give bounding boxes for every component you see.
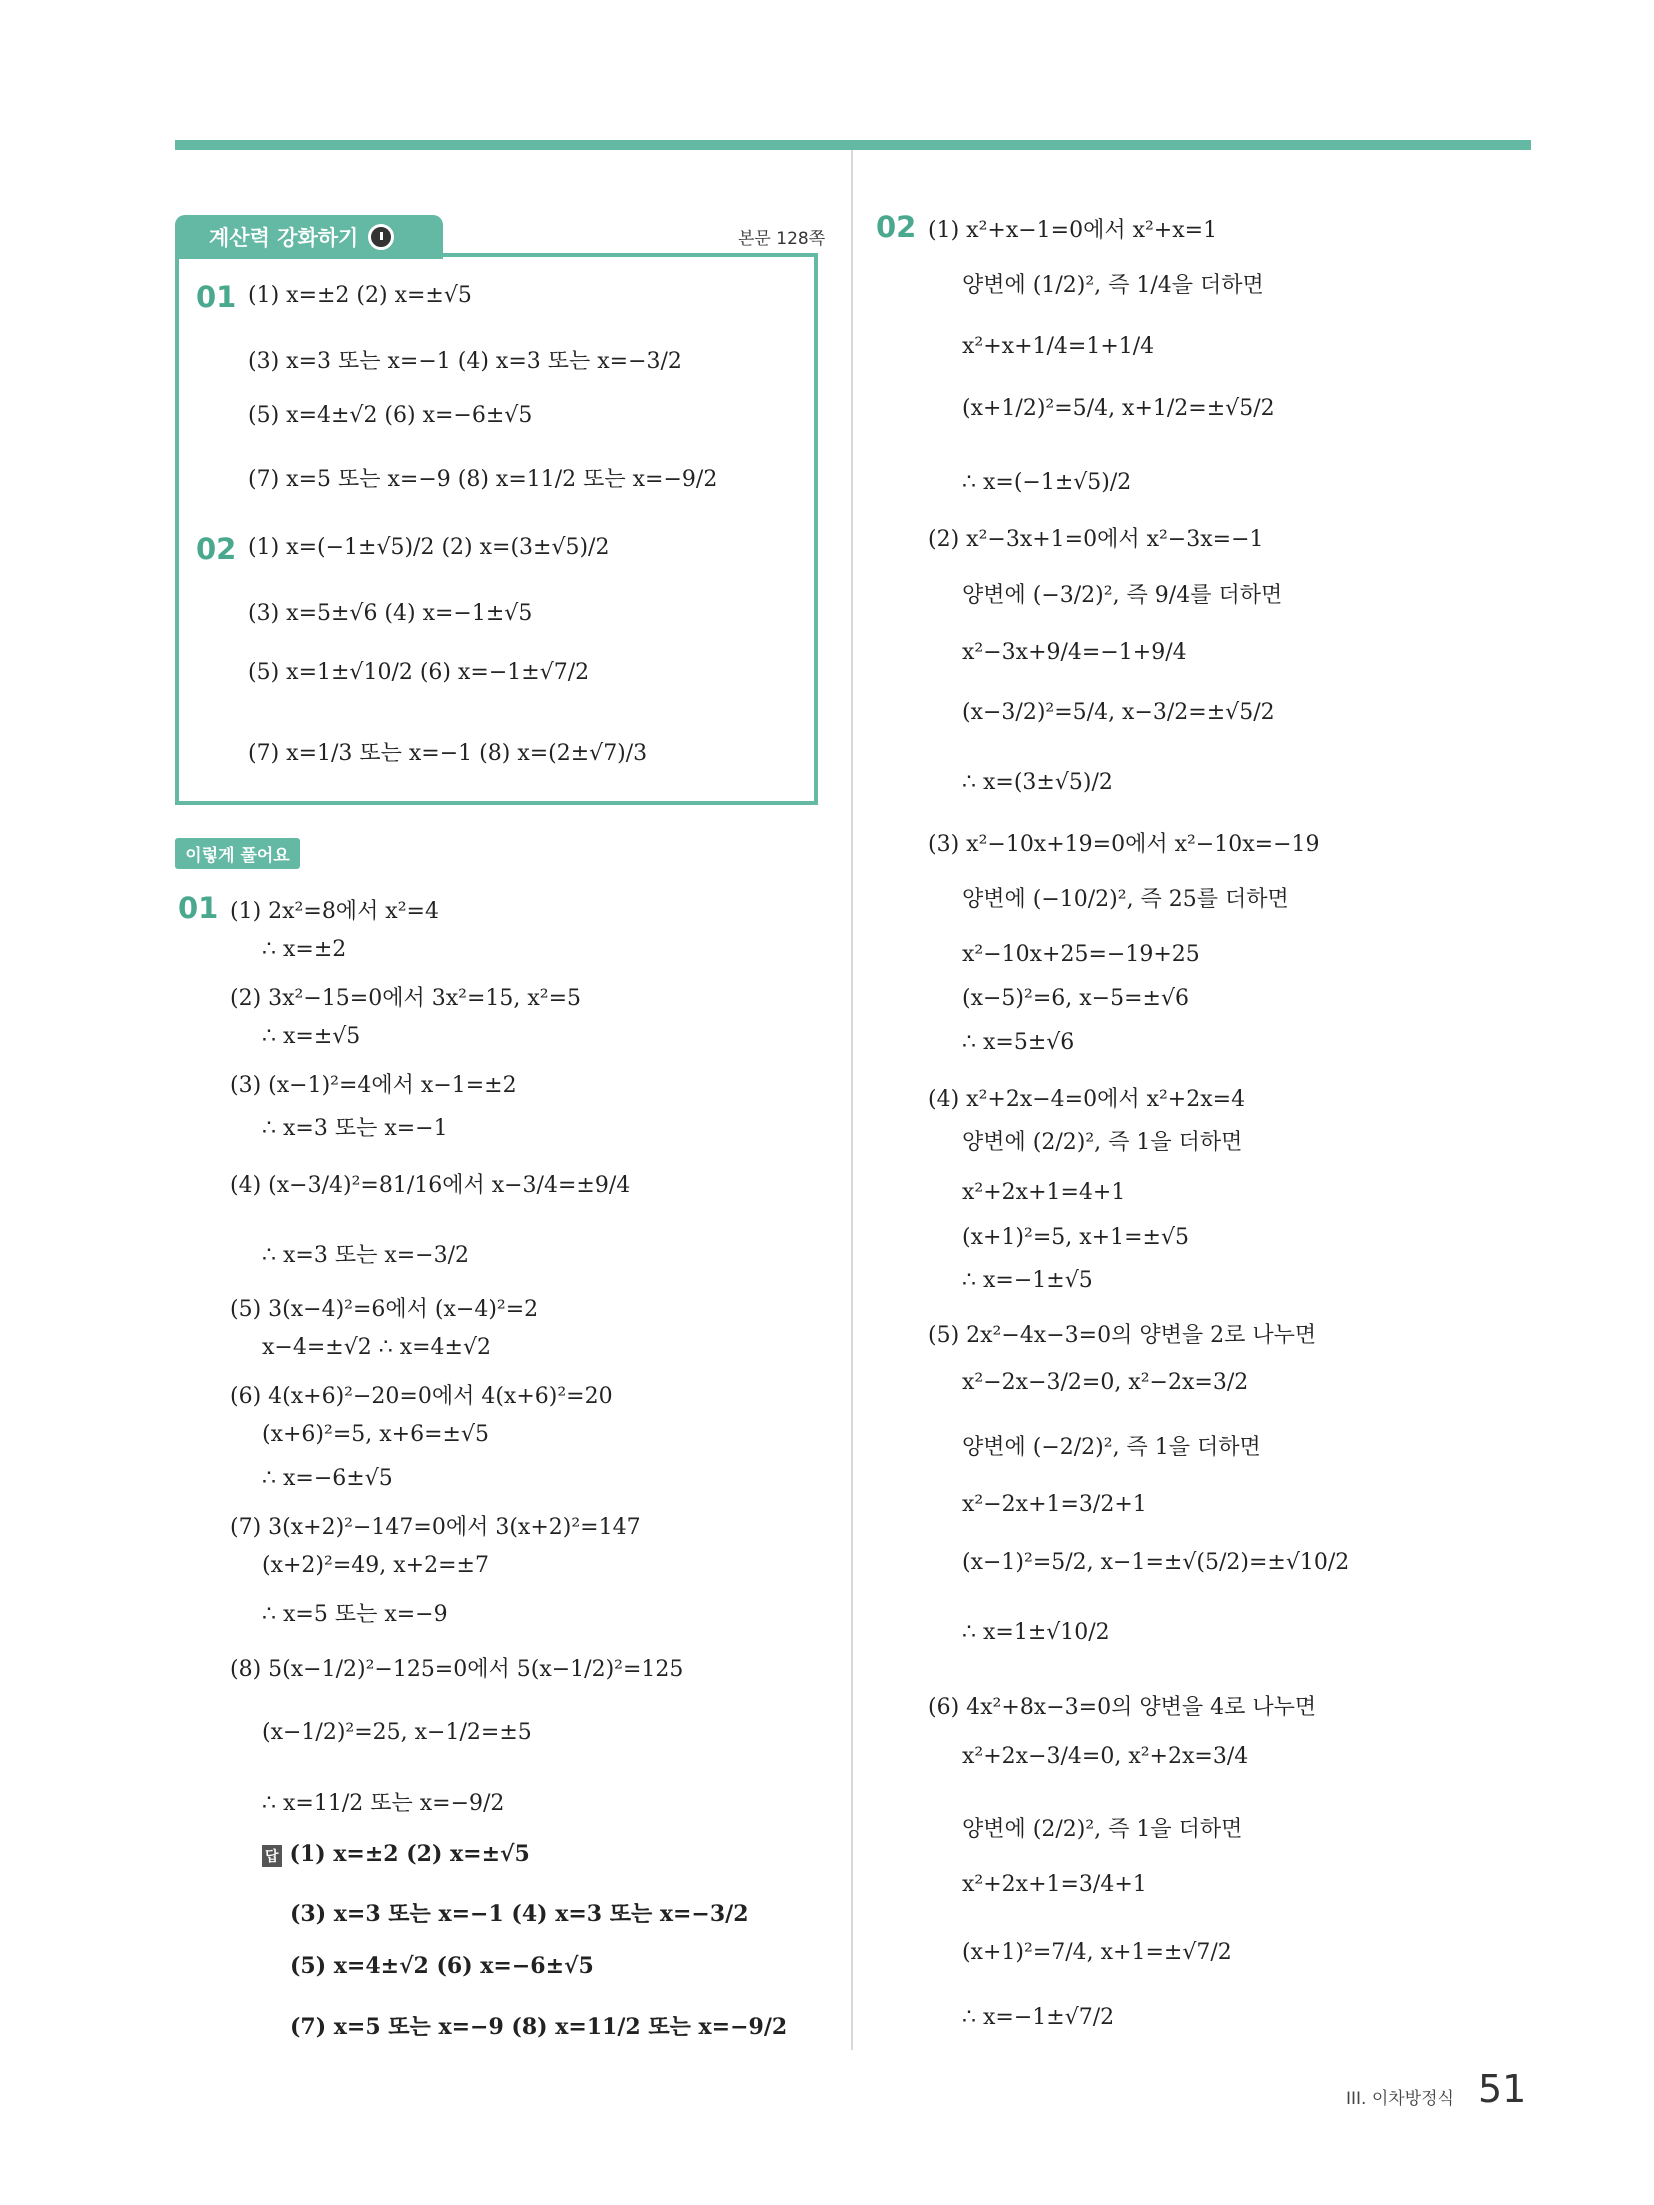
left-solution-line: (x−1/2)²=25, x−1/2=±5 <box>262 1720 532 1745</box>
left-solution-line: (2) 3x²−15=0에서 3x²=15, x²=5 <box>230 986 582 1011</box>
left-solution-line: ∴ x=±√5 <box>262 1024 361 1049</box>
left-solution-line: (7) 3(x+2)²−147=0에서 3(x+2)²=147 <box>230 1515 641 1540</box>
right-solution-line: 양변에 (2/2)², 즉 1을 더하면 <box>962 1817 1243 1842</box>
right-solution-line: ∴ x=1±√10/2 <box>962 1620 1110 1645</box>
right-solution-line: (5) 2x²−4x−3=0의 양변을 2로 나누면 <box>928 1323 1317 1348</box>
right-solution-line: 양변에 (−3/2)², 즉 9/4를 더하면 <box>962 583 1283 608</box>
left-solution-line: ∴ x=−6±√5 <box>262 1466 393 1491</box>
top-accent-bar <box>175 140 1531 150</box>
right-solution-line: (x+1/2)²=5/4, x+1/2=±√5/2 <box>962 396 1275 421</box>
answer-line: (3) x=3 또는 x=−1 (4) x=3 또는 x=−3/2 <box>290 1901 749 1927</box>
panel-01-number: 01 <box>196 280 237 314</box>
left-solution-line: ∴ x=11/2 또는 x=−9/2 <box>262 1791 505 1816</box>
answer-line: (5) x=4±√2 (6) x=−6±√5 <box>290 1953 594 1979</box>
right-solution-line: ∴ x=(3±√5)/2 <box>962 770 1113 795</box>
answer-line: (7) x=5 또는 x=−9 (8) x=11/2 또는 x=−9/2 <box>290 2014 788 2040</box>
right-solution-line: (x−3/2)²=5/4, x−3/2=±√5/2 <box>962 700 1275 725</box>
right-solution-line: (6) 4x²+8x−3=0의 양변을 4로 나누면 <box>928 1695 1317 1720</box>
left-solution-line: x−4=±√2 ∴ x=4±√2 <box>262 1335 491 1360</box>
right-solution-line: 양변에 (−10/2)², 즉 25를 더하면 <box>962 887 1289 912</box>
right-problem-number: 02 <box>876 210 917 244</box>
right-solution-line: x²+2x+1=3/4+1 <box>962 1872 1147 1897</box>
right-solution-line: (x+1)²=7/4, x+1=±√7/2 <box>962 1940 1232 1965</box>
left-solution-line: ∴ x=3 또는 x=−3/2 <box>262 1243 469 1268</box>
panel-02-line-1: 02 (1) x=(−1±√5)/2 (2) x=(3±√5)/2 <box>196 532 610 566</box>
right-solution-line: ∴ x=−1±√7/2 <box>962 2005 1115 2030</box>
panel-02-line-2: (3) x=5±√6 (4) x=−1±√5 <box>248 601 533 626</box>
left-solution-line: ∴ x=±2 <box>262 937 347 962</box>
left-problem-number: 01 <box>178 891 219 925</box>
left-solution-line: 01 (1) 2x²=8에서 x²=4 <box>178 891 439 925</box>
right-solution-line: ∴ x=−1±√5 <box>962 1268 1093 1293</box>
right-solution-line: x²−10x+25=−19+25 <box>962 942 1200 967</box>
answer-mark-icon: 답 <box>262 1845 282 1867</box>
right-solution-line: 02 (1) x²+x−1=0에서 x²+x=1 <box>876 210 1218 244</box>
right-solution-line: ∴ x=5±√6 <box>962 1030 1075 1055</box>
page-number: 51 <box>1478 2067 1527 2111</box>
panel-01-line-4: (7) x=5 또는 x=−9 (8) x=11/2 또는 x=−9/2 <box>248 467 718 492</box>
left-solution-line: (x+6)²=5, x+6=±√5 <box>262 1422 489 1447</box>
right-solution-line: x²+2x+1=4+1 <box>962 1180 1126 1205</box>
right-solution-line: x²+x+1/4=1+1/4 <box>962 334 1155 359</box>
left-solution-line: (6) 4(x+6)²−20=0에서 4(x+6)²=20 <box>230 1384 613 1409</box>
panel-01-line-2: (3) x=3 또는 x=−1 (4) x=3 또는 x=−3/2 <box>248 349 682 374</box>
left-solution-line: (3) (x−1)²=4에서 x−1=±2 <box>230 1073 517 1098</box>
page-reference: 본문 128쪽 <box>738 229 826 249</box>
left-solution-line: ∴ x=3 또는 x=−1 <box>262 1116 448 1141</box>
section-title: 계산력 강화하기 <box>209 226 359 250</box>
right-solution-line: 양변에 (−2/2)², 즉 1을 더하면 <box>962 1435 1261 1460</box>
right-solution-line: x²−3x+9/4=−1+9/4 <box>962 640 1187 665</box>
right-solution-line: (4) x²+2x−4=0에서 x²+2x=4 <box>928 1087 1246 1112</box>
left-solution-line: ∴ x=5 또는 x=−9 <box>262 1602 448 1627</box>
right-solution-line: ∴ x=(−1±√5)/2 <box>962 470 1132 495</box>
right-solution-line: x²−2x+1=3/2+1 <box>962 1492 1147 1517</box>
right-solution-line: x²+2x−3/4=0, x²+2x=3/4 <box>962 1744 1249 1769</box>
left-solution-line: (5) 3(x−4)²=6에서 (x−4)²=2 <box>230 1297 539 1322</box>
right-solution-line: (x−1)²=5/2, x−1=±√(5/2)=±√10/2 <box>962 1550 1350 1575</box>
column-divider <box>851 150 853 2050</box>
panel-01-line-1: 01 (1) x=±2 (2) x=±√5 <box>196 280 472 314</box>
right-solution-line: 양변에 (1/2)², 즉 1/4을 더하면 <box>962 273 1264 298</box>
right-solution-line: x²−2x−3/2=0, x²−2x=3/2 <box>962 1370 1249 1395</box>
right-solution-line: (3) x²−10x+19=0에서 x²−10x=−19 <box>928 832 1320 857</box>
right-solution-line: 양변에 (2/2)², 즉 1을 더하면 <box>962 1130 1243 1155</box>
panel-02-line-3: (5) x=1±√10/2 (6) x=−1±√7/2 <box>248 660 590 685</box>
stopwatch-icon <box>368 224 394 250</box>
left-solution-line: (x+2)²=49, x+2=±7 <box>262 1553 489 1578</box>
right-solution-line: (2) x²−3x+1=0에서 x²−3x=−1 <box>928 527 1264 552</box>
right-solution-line: (x−5)²=6, x−5=±√6 <box>962 986 1189 1011</box>
answer-line: 답 (1) x=±2 (2) x=±√5 <box>262 1841 530 1867</box>
panel-02-number: 02 <box>196 532 237 566</box>
footer-section: III. 이차방정식 <box>1346 2089 1454 2109</box>
solution-tag: 이렇게 풀어요 <box>175 838 300 869</box>
answer-panel <box>175 253 818 805</box>
panel-01-line-3: (5) x=4±√2 (6) x=−6±√5 <box>248 403 533 428</box>
panel-02-line-4: (7) x=1/3 또는 x=−1 (8) x=(2±√7)/3 <box>248 741 648 766</box>
left-solution-line: (8) 5(x−1/2)²−125=0에서 5(x−1/2)²=125 <box>230 1657 684 1682</box>
right-solution-line: (x+1)²=5, x+1=±√5 <box>962 1225 1189 1250</box>
left-solution-line: (4) (x−3/4)²=81/16에서 x−3/4=±9/4 <box>230 1173 631 1198</box>
